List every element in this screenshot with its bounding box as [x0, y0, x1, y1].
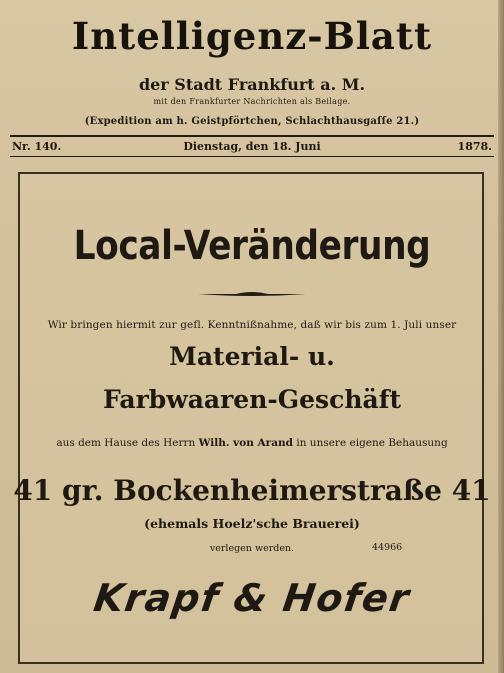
- former-brewery-note: (ehemals Hoelz'sche Brauerei): [144, 516, 360, 531]
- header-rule-bottom: [10, 156, 494, 157]
- issue-number: Nr. 140.: [12, 140, 62, 153]
- ad-reference-number: 44966: [372, 542, 403, 553]
- house-prefix: aus dem Hause des Herrn: [56, 437, 196, 449]
- ad-intro-text: Wir bringen hiermit zur gefl. Kenntnißnahme, daß wir bis zum 1. Juli unser: [47, 319, 457, 331]
- house-line: [0, 436, 504, 450]
- business-line-1: Material- u.: [169, 342, 335, 371]
- move-note: verlegen werden.: [209, 543, 295, 554]
- expedition-line: (Expedition am h. Geistpförtchen, Schlachthausgaſſe 21.): [84, 116, 420, 127]
- issue-row: [12, 139, 492, 155]
- house-owner: Wilh. von Arand: [198, 437, 293, 449]
- business-line-2: Farbwaaren-Geschäft: [102, 385, 401, 414]
- supplement-line: mit den Frankfurter Nachrichten als Beilage.: [153, 97, 351, 106]
- header-rule-top: [10, 135, 494, 137]
- house-suffix: in unsere eigene Behausung: [296, 437, 448, 449]
- issue-date: Dienstag, den 18. Juni: [183, 140, 321, 153]
- issue-year: 1878.: [457, 140, 492, 153]
- city-line: der Stadt Frankfurt a. M.: [138, 75, 366, 94]
- new-address: 41 gr. Bockenheimerstraße 41: [13, 474, 491, 507]
- ornament-divider: [196, 290, 308, 298]
- newspaper-title: Intelligenz-Blatt: [71, 14, 433, 58]
- ad-headline: Local-Veränderung: [73, 223, 431, 269]
- firm-name: Krapf & Hofer: [91, 576, 413, 620]
